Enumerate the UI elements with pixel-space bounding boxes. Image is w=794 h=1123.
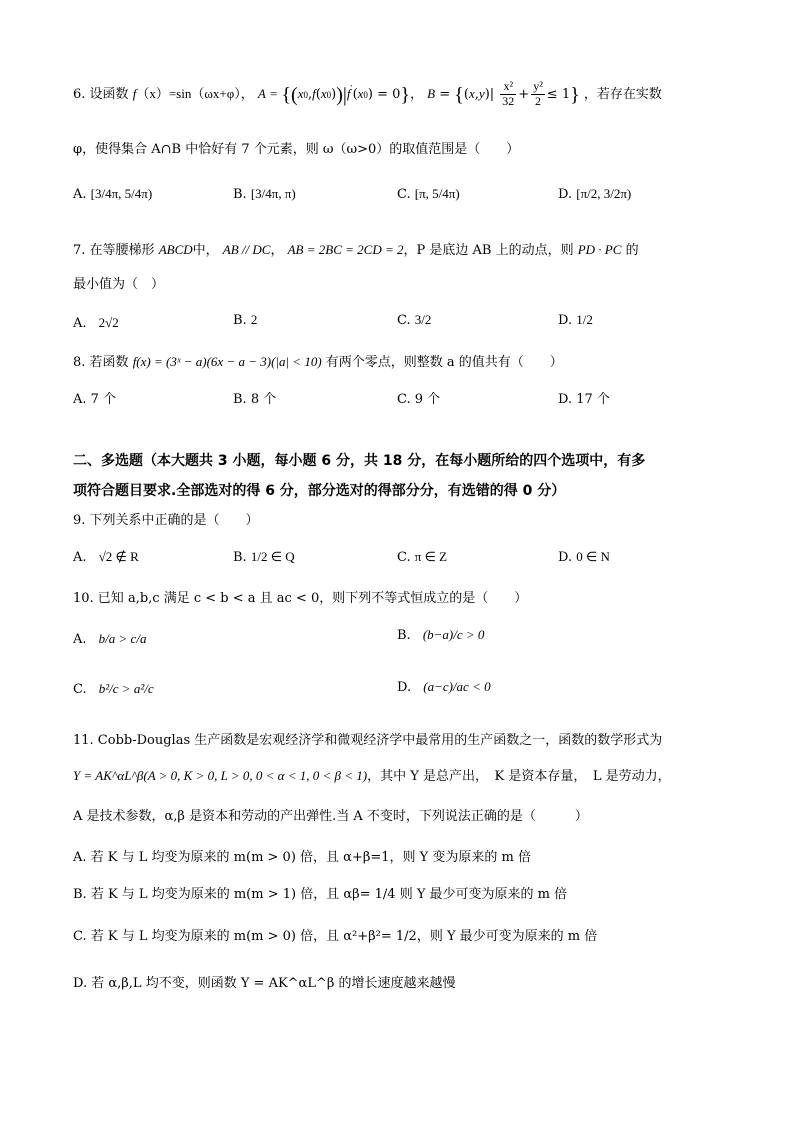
q6-option-d[interactable]: D. [π/2, 3/2π) bbox=[558, 186, 632, 202]
q11-line3: A 是技术参数，α,β 是资本和劳动的产出弹性.当 A 不变时，下列说法正确的是（ ） bbox=[73, 809, 588, 824]
q8-option-d[interactable]: D. 17 个 bbox=[558, 392, 610, 407]
q9-option-a[interactable]: A. √2 ∉ R bbox=[73, 549, 139, 565]
q6-option-c[interactable]: C. [π, 5/4π) bbox=[397, 186, 460, 202]
q10-option-b[interactable]: B. (b−a)/c > 0 bbox=[397, 627, 485, 643]
q6-option-b[interactable]: B. [3/4π, π) bbox=[233, 186, 296, 202]
q9-option-b[interactable]: B. 1/2 ∈ Q bbox=[233, 549, 295, 565]
q10-option-d[interactable]: D. (a−c)/ac < 0 bbox=[397, 679, 491, 695]
q11-line2: Y = AK^αL^β(A > 0, K > 0, L > 0, 0 < α < 1, 0 < β < 1)，其中 Y 是总产出， K 是资本存量， L 是劳动力， bbox=[73, 768, 671, 784]
q9-option-c[interactable]: C. π ∈ Z bbox=[397, 549, 448, 565]
q11-option-b[interactable]: B. 若 K 与 L 均变为原来的 m(m > 1) 倍，且 αβ= 1/4 则 Y 最少可变为原来的 m 倍 bbox=[73, 887, 568, 902]
q6-option-a[interactable]: A. [3/4π, 5/4π) bbox=[73, 186, 153, 202]
q8-option-b[interactable]: B. 8 个 bbox=[233, 392, 277, 407]
q11-option-a[interactable]: A. 若 K 与 L 均变为原来的 m(m > 0) 倍，且 α+β=1，则 Y 变为原来的 m 倍 bbox=[73, 850, 531, 865]
q7-option-d[interactable]: D. 1/2 bbox=[558, 312, 593, 328]
q7-option-b[interactable]: B. 2 bbox=[233, 312, 258, 328]
q10-option-a[interactable]: A. b/a > c/a bbox=[73, 631, 147, 647]
section2-heading-line1: 二、多选题（本大题共 3 小题，每小题 6 分，共 18 分，在每小题所给的四个选项中，有多 bbox=[73, 453, 646, 469]
q11-line1: 11. Cobb-Douglas 生产函数是宏观经济学和微观经济学中最常用的生产函数之一，函数的数学形式为 bbox=[73, 733, 663, 748]
section2-heading-line2: 项符合题目要求.全部选对的得 6 分，部分选对的得部分分，有选错的得 0 分） bbox=[73, 483, 566, 499]
q8-option-c[interactable]: C. 9 个 bbox=[397, 392, 441, 407]
q7-line2: 最小值为（ ） bbox=[73, 277, 165, 292]
q6-line1: 6. 设函数 f（x）=sin（ωx+φ）， A = {(x0,f(x0))|f′(x0) = 0}， B = {(x,y)| $\frac{\text{x²}}{32}$ + $\frac{\text{y²}}{2}$ ≤ 1} ，若存在实数 bbox=[73, 79, 662, 108]
q9-stem: 9. 下列关系中正确的是（ ） bbox=[73, 513, 259, 528]
q10-stem: 10. 已知 a,b,c 满足 c < b < a 且 ac < 0，则下列不等式恒成立的是（ ） bbox=[73, 591, 528, 606]
q6-line2: φ，使得集合 A∩B 中恰好有 7 个元素，则 ω（ω>0）的取值范围是（ ） bbox=[73, 142, 520, 157]
q7-line1: 7. 在等腰梯形 ABCD中， AB // DC， AB = 2BC = 2CD = 2，P 是底边 AB 上的动点，则 PD · PC 的 bbox=[73, 242, 639, 258]
q8-option-a[interactable]: A. 7 个 bbox=[73, 392, 117, 407]
q8-line1: 8. 若函数 f(x) = (3ˣ − a)(6x − a − 3)(|a| < 10) 有两个零点，则整数 a 的值共有（ ） bbox=[73, 354, 563, 370]
q7-option-a[interactable]: A. 2√2 bbox=[73, 315, 119, 331]
q10-option-c[interactable]: C. b²/c > a²/c bbox=[73, 681, 154, 697]
q7-option-c[interactable]: C. 3/2 bbox=[397, 312, 432, 328]
q9-option-d[interactable]: D. 0 ∈ N bbox=[558, 549, 610, 565]
q11-option-d[interactable]: D. 若 α,β,L 均不变，则函数 Y = AK^αL^β 的增长速度越来越慢 bbox=[73, 976, 456, 991]
q11-option-c[interactable]: C. 若 K 与 L 均变为原来的 m(m > 0) 倍，且 α²+β²= 1/2，则 Y 最少可变为原来的 m 倍 bbox=[73, 929, 598, 944]
